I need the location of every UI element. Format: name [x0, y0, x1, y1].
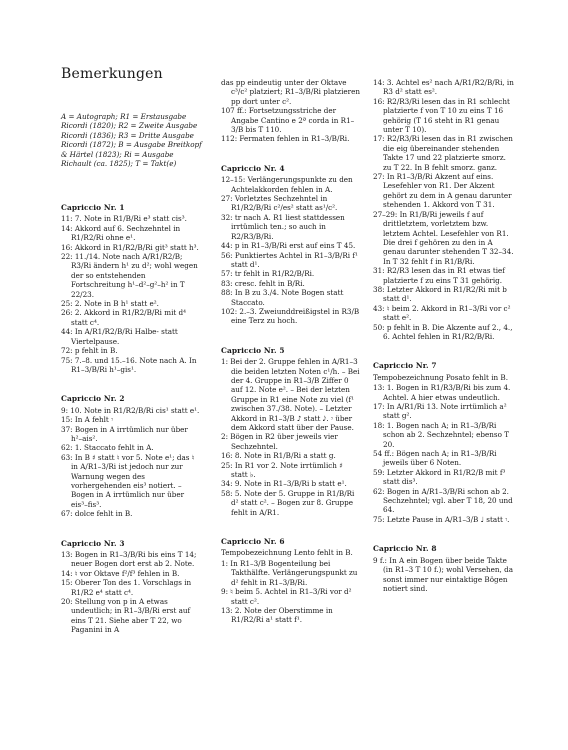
remarks-section — [221, 78, 361, 144]
remark-entry: 11: 7. Note in R1/B/Ri e³ statt cis³. — [61, 214, 187, 224]
remark-entry: 16: Akkord in R1/R2/B/Ri git³ statt h³. — [61, 242, 199, 252]
column-3 — [373, 78, 515, 613]
remark-entry: 34: 9. Note in R1–3/B/Ri b statt e¹. — [221, 479, 347, 489]
remark-entry: 14: Akkord auf 6. Sechzehntel in R1/R2/Ri ohne e¹. — [61, 223, 181, 243]
remark-entry: 20: Stellung von p in A etwas undeutlich; in R1–3/B/Ri erst auf eins T 21. Siehe aber T 22, wo Paganini in A — [61, 597, 191, 635]
remark-entry: 16: R2/R3/Ri lesen das in R1 schlecht platzierte f von T 10 zu eins T 16 gehörig (T 16 steht in R1 genau unter T 10). — [373, 96, 510, 135]
remark-entry: 18: 1. Bogen nach A; in R1–3/B/Ri schon ab 2. Sechzehntel; ebenso T 20. — [373, 420, 510, 449]
remark-entry: 17: R2/R3/Ri lesen das in R1 zwischen die eig übereinander stehenden Takte 17 und 22 platzierte smorz. zu T 22. In B fehlt smorz. ganz. — [373, 134, 513, 172]
remark-entry: 67: dolce fehlt in B. — [61, 509, 133, 519]
remark-entry: 9 f.: In A ein Bogen über beide Takte (in R1–3 T 10 f.); wohl Versehen, da sonst immer nur eintaktige Bögen notiert sind. — [373, 555, 513, 593]
remarks-section — [61, 539, 201, 635]
remarks-section — [221, 537, 361, 625]
remark-entry: 13: 1. Bogen in R1/R3/B/Ri bis zum 4. Achtel. A hier etwas undeutlich. — [373, 383, 511, 402]
remark-entry: 44: p in R1–3/B/Ri erst auf eins T 45. — [221, 241, 356, 251]
section-heading: Capriccio Nr. 4 — [221, 163, 285, 173]
remark-entry: 25: 2. Note in B h¹ statt e². — [61, 299, 159, 309]
remark-entry: 9: 10. Note in R1/R2/B/Ri cis¹ statt e¹. — [61, 405, 200, 415]
remark-entry: 14: ♮ vor Oktave f²/f³ fehlen in B. — [61, 568, 180, 578]
remark-entry: 62: Bogen in A/R1–3/B/Ri schon ab 2. Sechzehntel; vgl. aber T 18, 20 und 64. — [373, 486, 513, 515]
remark-entry: 59: Letzter Akkord in R1/R2/B mit f³ statt dis³. — [373, 467, 506, 487]
remark-entry: 75: 7.–8. und 15.–16. Note nach A. In R1–3/B/Ri h¹–gis¹. — [61, 355, 197, 374]
tempo-remark: Tempobezeichnung Posato fehlt in B. — [373, 372, 508, 382]
remark-entry: 25: In R1 vor 2. Note irrtümlich ♯ statt ♭. — [221, 460, 343, 480]
remark-entry: 112: Fermaten fehlen in R1–3/B/Ri. — [221, 134, 350, 144]
remark-entry: 50: p fehlt in B. Die Akzente auf 2., 4., 6. Achtel fehlen in R1/R2/B/Ri. — [373, 322, 513, 341]
column-2 — [221, 78, 361, 645]
section-heading: Capriccio Nr. 8 — [373, 544, 437, 554]
remark-entry: 88: In B zu 3./4. Note Bogen statt Staccato. — [221, 288, 344, 307]
remark-entry: 27: In R1–3/B/Ri Akzent auf eins. Lesefehler von R1. Der Akzent gehört zu dem in A genau darunter stehenden 1. Akkord von T 31. — [373, 172, 512, 210]
section-heading: Capriccio Nr. 7 — [373, 361, 437, 371]
remarks-section — [61, 394, 201, 518]
remark-entry: 22: 11./14. Note nach A/R1/R2/B; R3/Ri ändern h¹ zu d²; wohl wegen der so entstehenden Fortschreitung h¹–d²–g²–h² in T 22/23. — [61, 252, 198, 299]
remark-entry: 63: In B ♯ statt ♮ vor 5. Note e¹; das ♮ in A/R1–3/Ri ist jedoch nur zur Warnung wegen des vorhergehenden eis³ notiert. – Bogen in A irrtümlich nur über eis³–fis³. — [61, 452, 195, 509]
section-heading: Capriccio Nr. 3 — [61, 538, 125, 548]
remark-entry: 62: 1. Staccato fehlt in A. — [61, 443, 154, 453]
remark-entry: 38: Letzter Akkord in R1/R2/Ri mit b statt d¹. — [373, 284, 507, 304]
remark-entry: 13: Bogen in R1–3/B/Ri bis eins T 14; neuer Bogen dort erst ab 2. Note. — [61, 550, 197, 569]
section-heading: Capriccio Nr. 1 — [61, 203, 125, 212]
remark-entry: 107 ff.: Fortsetzungsstriche der Angabe Cantino e 2ª corda in R1–3/B bis T 110. — [221, 106, 355, 135]
remark-entry: 37: Bogen in A irrtümlich nur über h²–ais². — [61, 424, 188, 443]
remarks-section — [221, 346, 361, 517]
remark-entry: 13: 2. Note der Oberstimme in R1/R2/Ri a¹ statt f¹. — [221, 605, 333, 625]
page-title: Bemerkungen — [61, 66, 163, 82]
section-heading: Capriccio Nr. 5 — [221, 345, 285, 355]
remark-entry: 72: p fehlt in B. — [61, 346, 118, 356]
remark-entry: das pp eindeutig unter der Oktave c³/c² platziert; R1–3/B/Ri platzieren pp dort unter c². — [221, 78, 360, 106]
remark-entry: 56: Punktiertes Achtel in R1–3/B/Ri f¹ statt d¹. — [221, 250, 358, 269]
remark-entry: 14: 3. Achtel es² nach A/R1/R2/B/Ri, in R3 d² statt es². — [373, 78, 514, 97]
remarks-section — [221, 164, 361, 326]
remark-entry: 44: In A/R1/R2/B/Ri Halbe- statt Viertelpause. — [61, 327, 178, 346]
abbreviations-legend: A = Autograph; R1 = Erstausgabe Ricordi (1820); R2 = Zweite Ausgabe Ricordi (1836); R3 = Dritte Ausgabe Ricordi (1872); B = Ausgabe Breitkopf & Härtel (1823); Ri = Ausgabe Richault (ca. 1825); T = Takt(e) — [61, 112, 202, 169]
remark-entry: 27–29: In R1/B/Ri jeweils f auf drittletztem, vorletztem bzw. letztem Achtel. Lesefehler von R1. Die drei f gehören zu den in A genau darunter stehenden T 32–34. In T 32 fehlt f in R1/B/Ri. — [373, 209, 514, 266]
remark-entry: 1: In R1–3/B Bogenteilung bei Takthälfte. Verlängerungspunkt zu d² fehlt in R1–3/B/Ri. — [221, 558, 358, 587]
remark-entry: 15: Oberer Ton des 1. Vorschlags in R1/R2 e⁴ statt c⁴. — [61, 578, 192, 597]
remark-entry: 43: ♮ beim 2. Akkord in R1–3/Ri vor c² statt e². — [373, 303, 511, 323]
remark-entry: 27: Vorletztes Sechzehntel in R1/R2/B/Ri c²/es² statt as¹/c². — [221, 194, 338, 213]
remark-entry: 2: Bögen in R2 über jeweils vier Sechzehntel. — [221, 432, 338, 451]
remark-entry: 26: 2. Akkord in R1/R2/B/Ri mit d⁴ statt c⁴. — [61, 308, 187, 327]
remark-entry: 102: 2.–3. Zweiunddreißigstel in R3/B eine Terz zu hoch. — [221, 306, 360, 326]
remark-entry: 1: Bei der 2. Gruppe fehlen in A/R1–3 die beiden letzten Noten c¹/h. – Bei der 4. Gruppe in R1–3/B Ziffer 0 auf 12. Note e². – Bei der letzten Gruppe in R1 eine Note zu viel (f¹ zwischen 37./38. Note). – Letzter Akkord in R1–3/B ♪ statt 𝅘𝅥𝅮. 𝄾 über dem Akkord statt über der Pause. — [221, 357, 360, 432]
remark-entry: 54 ff.: Bögen nach A; in R1–3/B/Ri jeweils über 6 Noten. — [373, 449, 497, 468]
section-heading: Capriccio Nr. 2 — [61, 394, 125, 404]
remark-entry: 57: tr fehlt in R1/R2/B/Ri. — [221, 269, 315, 279]
remark-entry: 12–15: Verlängerungspunkte zu den Achtelakkorden fehlen in A. — [221, 175, 353, 194]
remark-entry: 17: In A/R1/Ri 13. Note irrtümlich a² statt g². — [373, 402, 507, 421]
tempo-remark: Tempobezeichnung Lento fehlt in B. — [221, 548, 353, 558]
remarks-section — [373, 78, 515, 341]
remark-entry: 15: In A fehlt 𝄾 — [61, 415, 114, 425]
remarks-section — [61, 203, 201, 374]
remark-entry: 75: Letzte Pause in A/R1–3/B ♩ statt 𝄾. — [373, 514, 510, 524]
remarks-section — [373, 544, 515, 593]
section-heading: Capriccio Nr. 6 — [221, 537, 285, 547]
column-1 — [61, 203, 201, 655]
remark-entry: 9: ♮ beim 5. Achtel in R1–3/Ri vor d² statt c². — [221, 587, 352, 606]
remark-entry: 83: cresc. fehlt in B/Ri. — [221, 278, 305, 288]
remark-entry: 58: 5. Note der 5. Gruppe in R1/B/Ri d² statt c². – Bogen zur 8. Gruppe fehlt in A/R1. — [221, 488, 355, 517]
remarks-section — [373, 361, 515, 524]
remark-entry: 16: 8. Note in R1/B/Ri a statt g. — [221, 451, 336, 461]
remark-entry: 31: R2/R3 lesen das in R1 etwas tief platzierte f zu eins T 31 gehörig. — [373, 266, 505, 285]
remark-entry: 32: tr nach A. R1 liest stattdessen irrtümlich ten.; so auch in R2/R3/B/Ri. — [221, 212, 345, 241]
